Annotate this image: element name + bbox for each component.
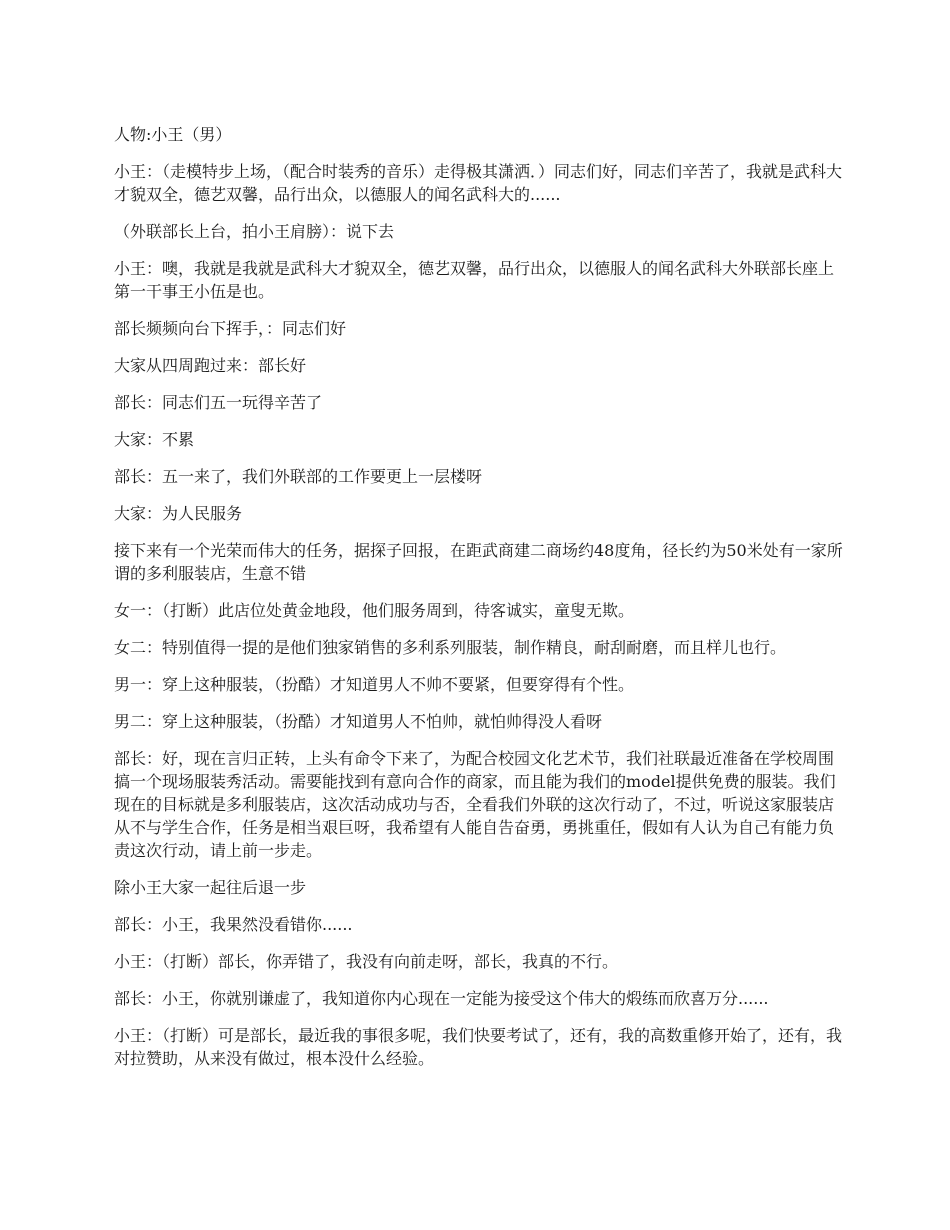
document-body bbox=[114, 123, 844, 1084]
paragraph-minister-enters: （外联部长上台，拍小王肩膀）：说下去 bbox=[114, 222, 395, 241]
paragraph-everyone-greets: 大家从四周跑过来：部长好 bbox=[114, 356, 307, 375]
paragraph-minister-modest: 部长：小王，你就别谦虚了，我知道你内心现在一定能为接受这个伟大的煅练而欣喜万分...... bbox=[114, 989, 769, 1008]
paragraph-woman-one: 女一：（打断）此店位处黄金地段，他们服务周到，待客诚实，童叟无欺。 bbox=[114, 601, 635, 620]
paragraph-man-one: 男一：穿上这种服装，（扮酷）才知道男人不帅不要紧，但要穿得有个性。 bbox=[114, 675, 635, 694]
paragraph-minister-work: 部长：五一来了，我们外联部的工作要更上一层楼呀 bbox=[114, 467, 483, 486]
paragraph-minister-right: 部长：小王，我果然没看错你...... bbox=[114, 915, 353, 934]
paragraph-everyone-serve: 大家：为人民服务 bbox=[114, 504, 243, 523]
paragraph-xiaowang-intro: 小王：噢，我就是我就是武科大才貌双全，德艺双馨，品行出众，以德服人的闻名武科大外联部长座上第一干事王小伍是也。 bbox=[114, 259, 835, 301]
paragraph-man-two: 男二：穿上这种服装，（扮酷）才知道男人不怕帅，就怕帅得没人看呀 bbox=[114, 712, 603, 731]
paragraph-minister-holiday: 部长：同志们五一玩得辛苦了 bbox=[114, 393, 323, 412]
paragraph-step-back: 除小王大家一起往后退一步 bbox=[114, 878, 307, 897]
paragraph-woman-two: 女二：特别值得一提的是他们独家销售的多利系列服装，制作精良，耐刮耐磨，而且样儿也行。 bbox=[114, 638, 787, 657]
paragraph-xiaowang-entrance: 小王：（走模特步上场，（配合时装秀的音乐）走得极其潇洒．）同志们好，同志们辛苦了，我就是武科大才貌双全，德艺双馨，品行出众，以德服人的闻名武科大的...... bbox=[114, 162, 843, 204]
paragraph-minister-mission: 部长：好，现在言归正转，上头有命令下来了，为配合校园文化艺术节，我们社联最近准备在学校周围搞一个现场服装秀活动。需要能找到有意向合作的商家，而且能为我们的model提供免费的服装。我们现在的目标就是多利服装店，这次活动成功与否，全看我们外联的这次行动了，不过，听说这家服装店从不与学生合作，任务是相当艰巨呀，我希望有人能自告奋勇，勇挑重任，假如有人认为自己有能力负责这次行动，请上前一步走。 bbox=[114, 749, 836, 860]
paragraph-task-intro: 接下来有一个光荣而伟大的任务，据探子回报，在距武商建二商场约48度角，径长约为50米处有一家所谓的多利服装店，生意不错 bbox=[114, 541, 843, 583]
paragraph-xiaowang-mistake: 小王：（打断）部长，你弄错了，我没有向前走呀，部长，我真的不行。 bbox=[114, 952, 619, 971]
paragraph-xiaowang-busy: 小王：（打断）可是部长，最近我的事很多呢，我们快要考试了，还有，我的高数重修开始了，还有，我对拉赞助，从来没有做过，根本没什么经验。 bbox=[114, 1026, 843, 1068]
paragraph-cast: 人物:小王（男） bbox=[114, 125, 232, 144]
paragraph-everyone-not-tired: 大家：不累 bbox=[114, 430, 195, 449]
paragraph-minister-waves: 部长频频向台下挥手，：同志们好 bbox=[114, 319, 347, 338]
